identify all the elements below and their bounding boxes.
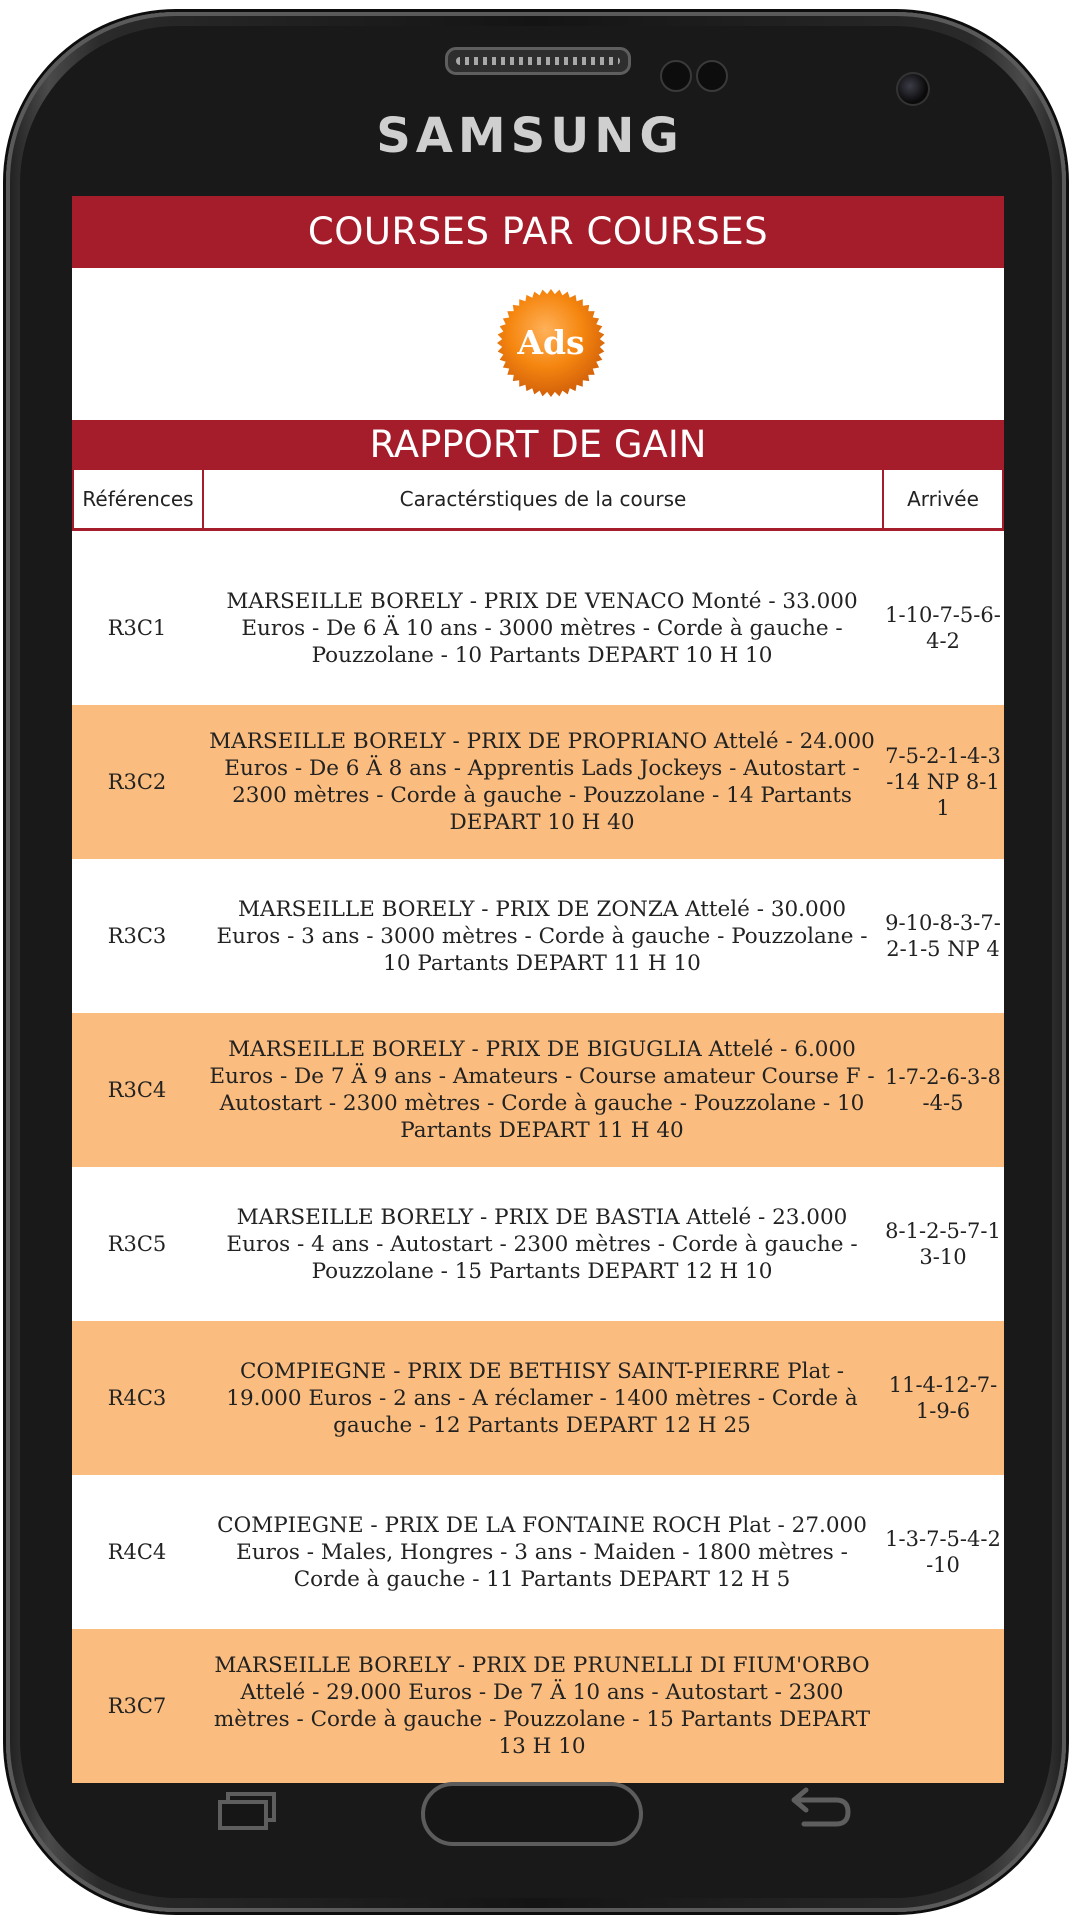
device-brand: SAMSUNG <box>376 108 684 164</box>
race-arrival: 7-5-2-1-4-3-14 NP 8-11 <box>885 744 1001 820</box>
section-title: RAPPORT DE GAIN <box>72 420 1004 470</box>
race-arrival: 8-1-2-5-7-13-10 <box>885 1219 1001 1269</box>
header-arrivee: Arrivée <box>907 487 979 511</box>
race-arrival: 1-7-2-6-3-8-4-5 <box>885 1065 1001 1115</box>
race-characteristics: MARSEILLE BORELY - PRIX DE ZONZA Attelé - 30.000 Euros - 3 ans - 3000 mètres - Corde à gauche - Pouzzolane - 10 Partants DEPART 11 H 10 <box>216 896 868 976</box>
table-row[interactable] <box>72 1475 1004 1629</box>
race-characteristics: MARSEILLE BORELY - PRIX DE VENACO Monté - 33.000 Euros - De 6 Ä 10 ans - 3000 mètres - Corde à gauche - Pouzzolane - 10 Partants DEPART 10 H 10 <box>226 588 858 668</box>
race-arrival: 9-10-8-3-7-2-1-5 NP 4 <box>885 911 1001 961</box>
header-references: Références <box>74 470 204 528</box>
table-row[interactable] <box>72 705 1004 859</box>
race-characteristics: MARSEILLE BORELY - PRIX DE BASTIA Attelé - 23.000 Euros - 4 ans - Autostart - 2300 mètres - Corde à gauche - Pouzzolane - 15 Partants DEPART 12 H 10 <box>226 1204 858 1284</box>
table-header <box>72 470 1004 531</box>
table-row[interactable] <box>72 1321 1004 1475</box>
race-arrival: 11-4-12-7-1-9-6 <box>888 1373 998 1423</box>
race-characteristics: COMPIEGNE - PRIX DE BETHISY SAINT-PIERRE Plat - 19.000 Euros - 2 ans - A réclamer - 1400 mètres - Corde à gauche - 12 Partants DEPART 12 H 25 <box>226 1358 858 1438</box>
light-sensor <box>696 60 728 92</box>
race-reference: R3C7 <box>107 1694 167 1718</box>
table-spacer <box>72 531 1004 551</box>
table-row[interactable] <box>72 859 1004 1013</box>
app-screen <box>72 196 1004 1759</box>
ads-badge[interactable] <box>496 288 606 398</box>
race-list <box>72 551 1004 1783</box>
back-arrow-icon[interactable] <box>784 1786 854 1834</box>
front-camera <box>896 72 930 106</box>
ads-label: Ads <box>517 323 585 362</box>
race-reference: R4C4 <box>107 1540 167 1564</box>
proximity-sensor <box>660 60 692 92</box>
table-row[interactable] <box>72 1013 1004 1167</box>
home-button[interactable] <box>421 1782 643 1846</box>
race-reference: R4C3 <box>107 1386 167 1410</box>
race-characteristics: COMPIEGNE - PRIX DE LA FONTAINE ROCH Plat - 27.000 Euros - Males, Hongres - 3 ans - Maiden - 1800 mètres - Corde à gauche - 11 Partants DEPART 12 H 5 <box>217 1512 867 1592</box>
table-row[interactable] <box>72 1629 1004 1783</box>
race-reference: R3C5 <box>107 1232 167 1256</box>
table-row[interactable] <box>72 551 1004 705</box>
race-reference: R3C2 <box>107 770 167 794</box>
table-row[interactable] <box>72 1167 1004 1321</box>
race-characteristics: MARSEILLE BORELY - PRIX DE PRUNELLI DI FIUM'ORBO Attelé - 29.000 Euros - De 7 Ä 10 ans - Autostart - 2300 mètres - Corde à gauche - Pouzzolane - 15 Partants DEPART 13 H 10 <box>213 1653 871 1759</box>
race-reference: R3C4 <box>107 1078 167 1102</box>
race-characteristics: MARSEILLE BORELY - PRIX DE PROPRIANO Attelé - 24.000 Euros - De 6 Ä 8 ans - Apprentis Lads Jockeys - Autostart - 2300 mètres - Corde à gauche - Pouzzolane - 14 Partants DEPART 10 H 40 <box>209 729 875 835</box>
race-characteristics: MARSEILLE BORELY - PRIX DE BIGUGLIA Attelé - 6.000 Euros - De 7 Ä 9 ans - Amateurs - Course amateur Course F - Autostart - 2300 mètres - Corde à gauche - Pouzzolane - 10 Partants DEPART 11 H 40 <box>209 1037 875 1143</box>
race-reference: R3C1 <box>107 616 167 640</box>
ads-area <box>72 268 1004 420</box>
race-arrival: 1-3-7-5-4-2-10 <box>885 1527 1001 1577</box>
recent-apps-icon[interactable] <box>214 1790 284 1832</box>
race-arrival: 1-10-7-5-6-4-2 <box>885 603 1001 653</box>
race-reference: R3C3 <box>107 924 167 948</box>
app-title: COURSES PAR COURSES <box>72 196 1004 268</box>
earpiece-speaker <box>445 47 631 75</box>
header-caracteristiques: Caractérstiques de la course <box>204 470 884 528</box>
